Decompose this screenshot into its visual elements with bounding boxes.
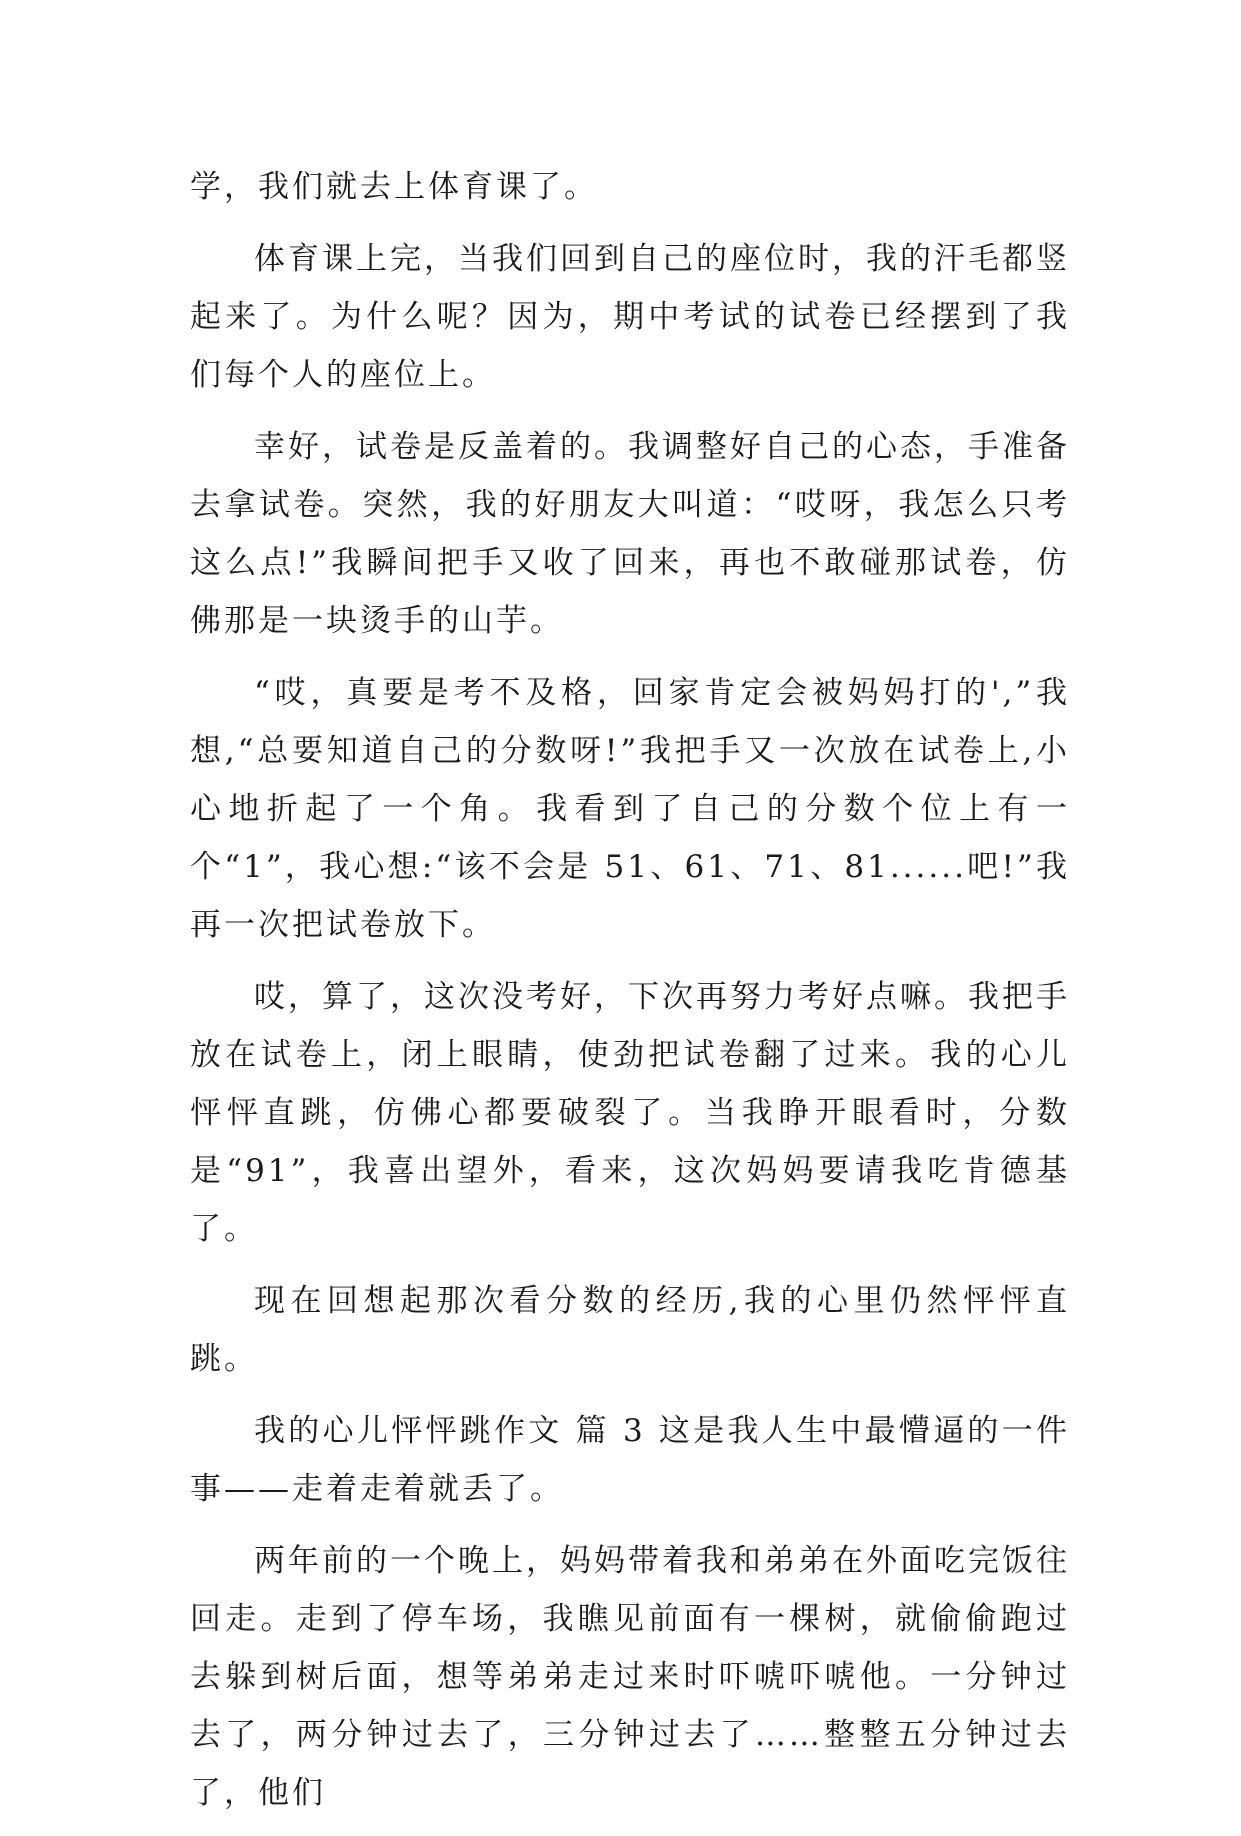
paragraph-5: 哎，算了，这次没考好，下次再努力考好点嘛。我把手放在试卷上，闭上眼睛，使劲把试卷翻了过来。我的心儿怦怦直跳，仿佛心都要破裂了。当我睁开眼看时，分数是“91”，我喜出望外，看来，这次妈妈要请我吃肯德基了。 xyxy=(190,979,1070,1247)
section-heading-paragraph: 我的心儿怦怦跳作文 篇 3 这是我人生中最懵逼的一件事——走着走着就丢了。 xyxy=(190,1413,1070,1507)
paragraph-2: 体育课上完，当我们回到自己的座位时，我的汗毛都竖起来了。为什么呢？因为，期中考试的试卷已经摆到了我们每个人的座位上。 xyxy=(190,241,1070,393)
paragraph-3: 幸好，试卷是反盖着的。我调整好自己的心态，手准备去拿试卷。突然，我的好朋友大叫道：“哎呀，我怎么只考这么点!”我瞬间把手又收了回来，再也不敢碰那试卷，仿佛那是一块烫手的山芋。 xyxy=(190,429,1070,639)
paragraph-8: 两年前的一个晚上，妈妈带着我和弟弟在外面吃完饭往回走。走到了停车场，我瞧见前面有一棵树，就偷偷跑过去躲到树后面，想等弟弟走过来时吓唬吓唬他。一分钟过去了，两分钟过去了，三分钟过去了……整整五分钟过去了，他们 xyxy=(190,1543,1070,1811)
paragraph-4: “哎，真要是考不及格，回家肯定会被妈妈打的',”我想,“总要知道自己的分数呀!”我把手又一次放在试卷上,小心地折起了一个角。我看到了自己的分数个位上有一个“1”，我心想:“该不会是 51、61、71、81......吧!”我再一次把试卷放下。 xyxy=(190,675,1070,943)
paragraph-1: 学，我们就去上体育课了。 xyxy=(190,169,598,205)
paragraph-6: 现在回想起那次看分数的经历,我的心里仍然怦怦直跳。 xyxy=(190,1283,1070,1377)
article-body xyxy=(190,158,1070,1836)
